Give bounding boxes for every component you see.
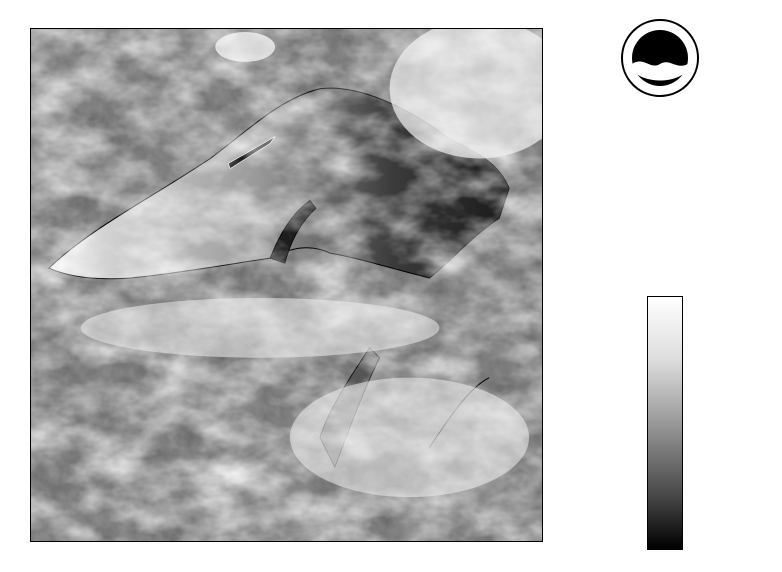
cloud-mass-se: [290, 378, 529, 498]
satellite-map: [30, 28, 543, 542]
reflectance-colorbar: [647, 296, 683, 550]
cloud-mass-n: [215, 32, 275, 62]
noaa-logo: [620, 18, 700, 98]
cloud-band: [81, 298, 440, 358]
